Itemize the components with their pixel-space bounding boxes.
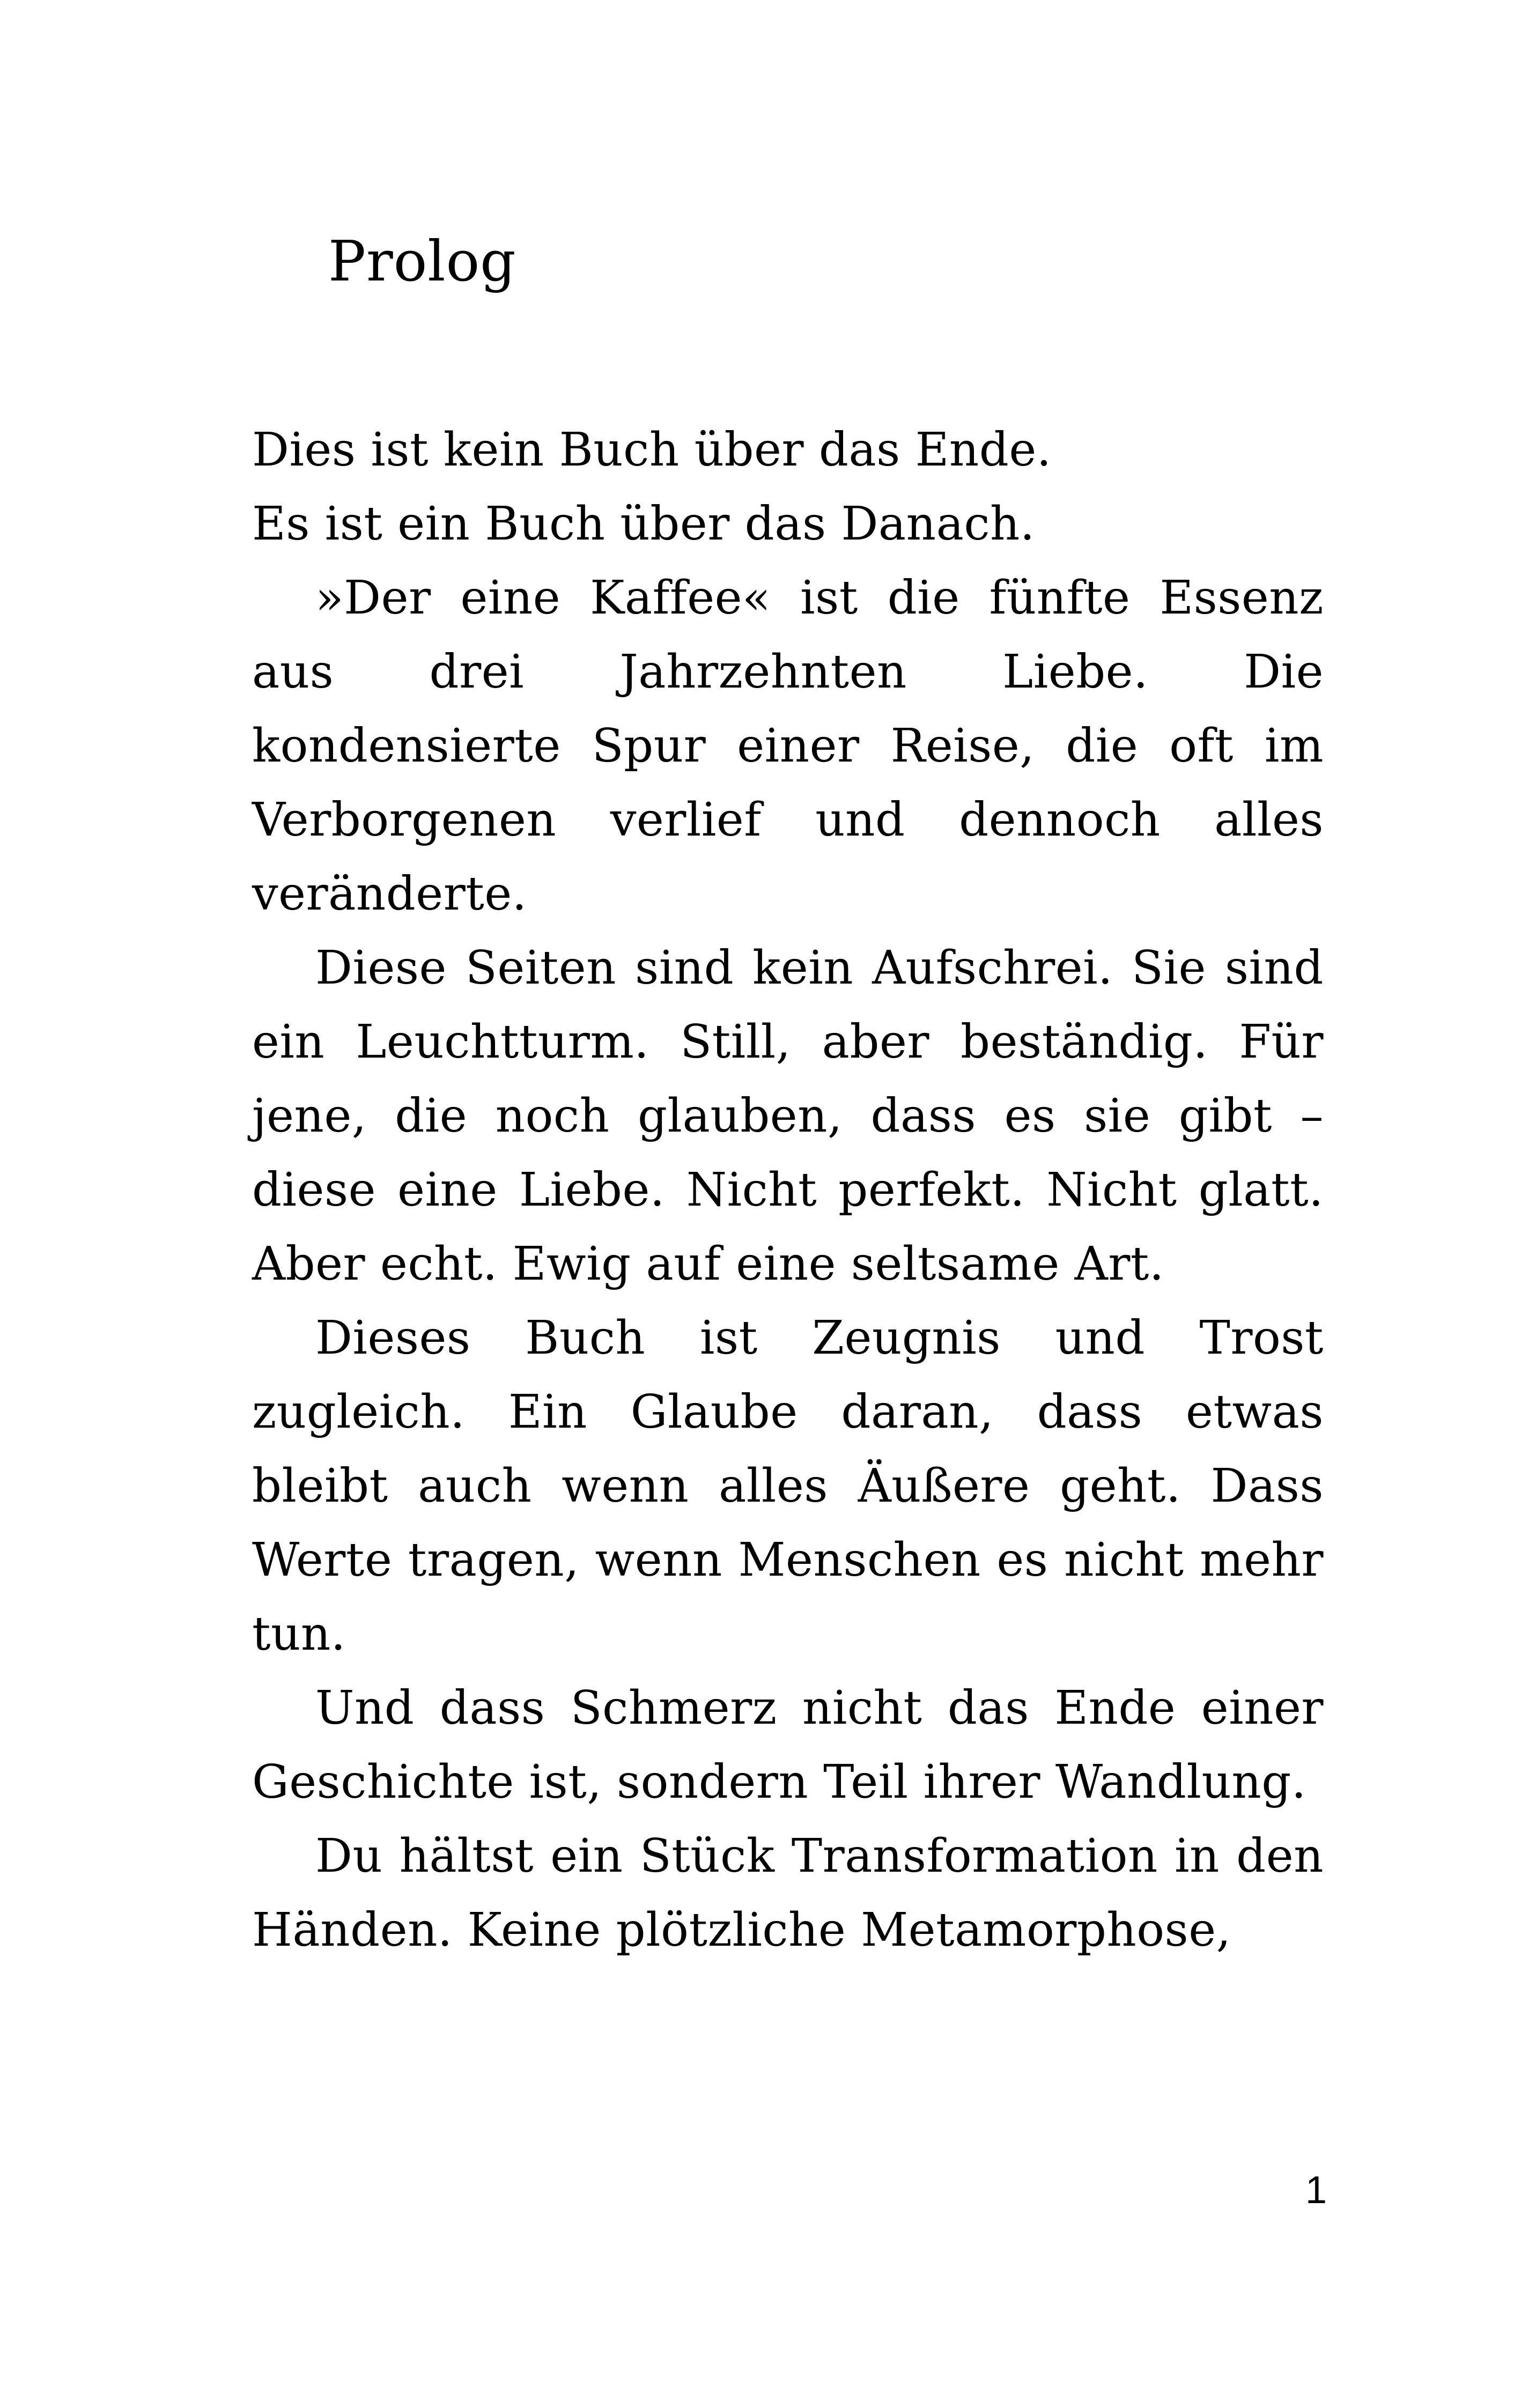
- paragraph-6: Und dass Schmerz nicht das Ende einer Geschichte ist, sondern Teil ihrer Wandlung.: [252, 1681, 1324, 1809]
- page-number: 1: [1305, 2169, 1327, 2212]
- prolog-body: [252, 413, 1324, 1967]
- chapter-title: Prolog: [328, 228, 516, 294]
- paragraph-3: »Der eine Kaffee« ist die fünfte Essenz aus drei Jahrzehnten Liebe. Die kondensierte Spur einer Reise, die oft im Verborgenen verlief und dennoch alles veränderte.: [252, 571, 1324, 921]
- paragraph-4: Diese Seiten sind kein Aufschrei. Sie sind ein Leuchtturm. Still, aber beständig. Für jene, die noch glauben, dass es sie gibt – diese eine Liebe. Nicht perfekt. Nicht glatt. Aber echt. Ewig auf eine seltsame Art.: [252, 941, 1324, 1291]
- paragraph-7: Du hältst ein Stück Transformation in den Händen. Keine plötzliche Metamorphose,: [252, 1829, 1324, 1957]
- paragraph-5: Dieses Buch ist Zeugnis und Trost zugleich. Ein Glaube daran, dass etwas bleibt auch wenn alles Äußere geht. Dass Werte tragen, wenn Menschen es nicht mehr tun.: [252, 1311, 1324, 1661]
- paragraph-1: Dies ist kein Buch über das Ende.: [252, 423, 1052, 477]
- paragraph-2: Es ist ein Buch über das Danach.: [252, 497, 1035, 551]
